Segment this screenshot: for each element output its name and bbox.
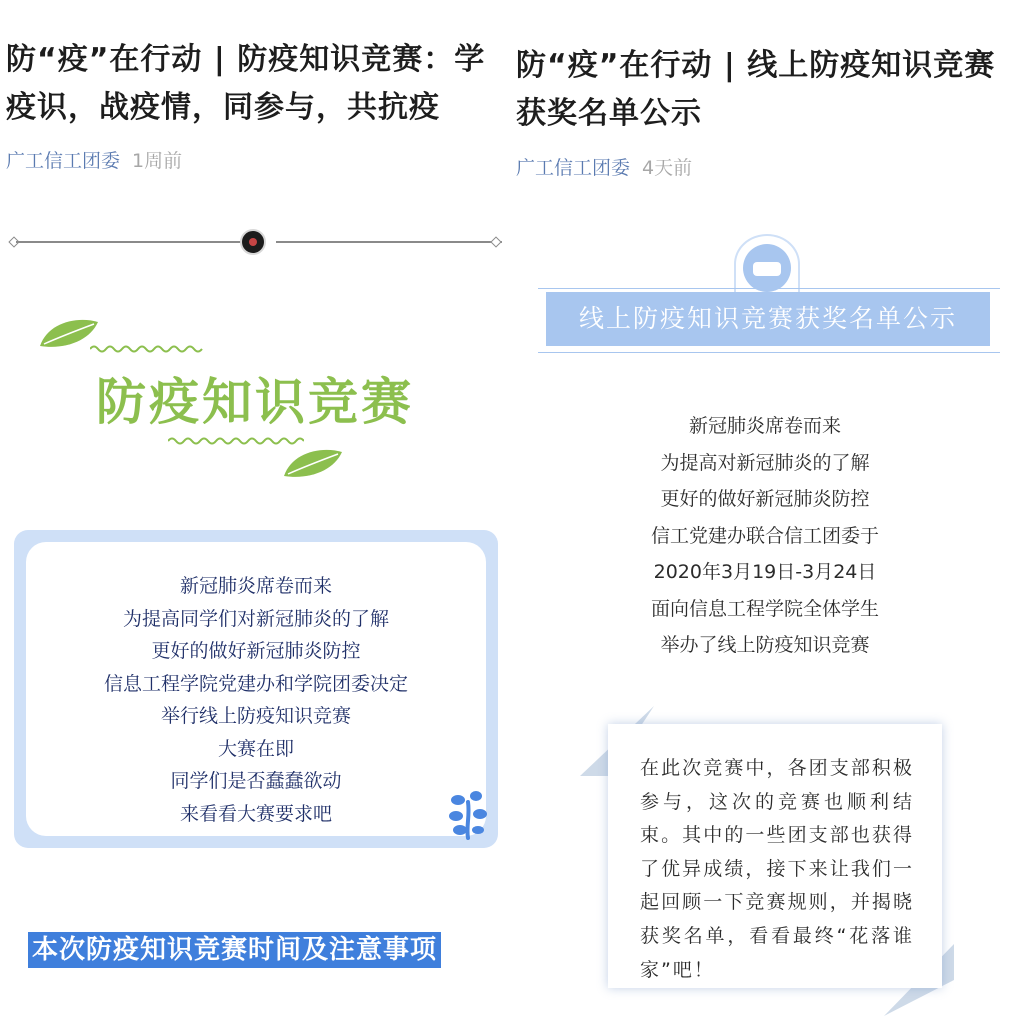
banner (546, 292, 990, 346)
right-article-title[interactable]: 防“疫”在行动 | 线上防疫知识竞赛获奖名单公示 (516, 48, 996, 131)
left-article[interactable] (0, 0, 510, 1024)
left-article-meta (6, 146, 182, 173)
right-article-time: 4天前 (642, 157, 693, 179)
leaf-icon (282, 446, 344, 478)
intro-text: 新冠肺炎席卷而来 为提高同学们对新冠肺炎的了解 更好的做好新冠肺炎防控 信息工程学院党建办和学院团委决定 举行线上防疫知识竞赛 大赛在即 同学们是否蠢蠢欲动 来看看大赛要求吧 (103, 575, 408, 825)
intro-text: 新冠肺炎席卷而来 为提高对新冠肺炎的了解 更好的做好新冠肺炎防控 信工党建办联合信工团委于 2020年3月19日-3月24日 面向信息工程学院全体学生 举办了线上防疫知识竞赛 (650, 415, 879, 656)
badge-icon (240, 229, 266, 255)
note-text: 在此次竞赛中，各团支部积极参与，这次的竞赛也顺利结束。其中的一些团支部也获得了优异成绩，接下来让我们一起回顾一下竞赛规则，并揭晓获奖名单，看看最终“花落谁家”吧！ (640, 757, 914, 981)
left-article-author[interactable]: 广工信工团委 (6, 150, 121, 172)
contest-title: 防疫知识竞赛 (96, 373, 414, 431)
mask-icon (743, 244, 791, 292)
highlight-heading: 本次防疫知识竞赛时间及注意事项 (28, 932, 441, 968)
banner-title: 线上防疫知识竞赛获奖名单公示 (578, 304, 957, 333)
right-article-meta (516, 153, 692, 180)
section-divider (10, 229, 500, 255)
divider-diamond-icon (490, 236, 501, 247)
left-article-time: 1周前 (132, 150, 183, 172)
wave-decoration (168, 436, 304, 446)
right-article-author[interactable]: 广工信工团委 (516, 157, 631, 179)
intro-box (14, 530, 498, 848)
wave-decoration (90, 344, 206, 354)
note-card (608, 724, 942, 988)
left-article-title[interactable]: 防“疫”在行动 | 防疫知识竞赛：学疫识，战疫情，同参与，共抗疫 (6, 42, 486, 125)
coral-icon (448, 786, 488, 840)
